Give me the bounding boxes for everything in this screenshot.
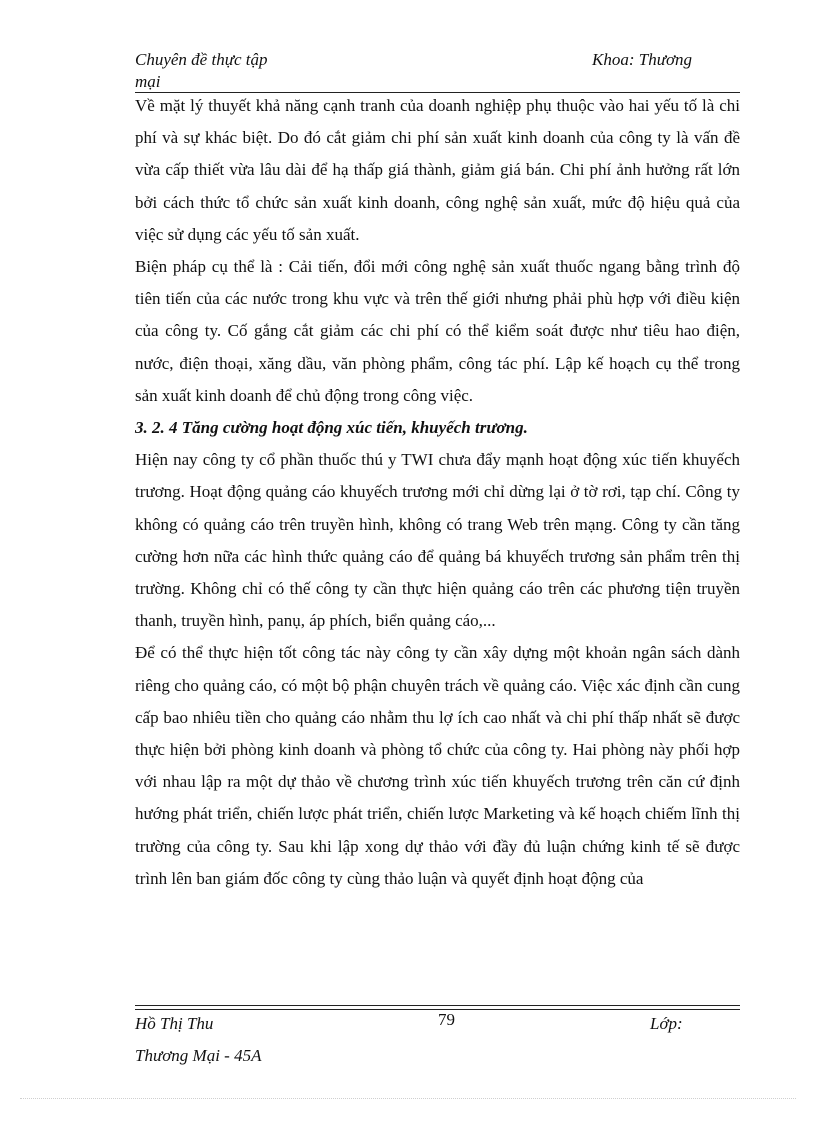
- paragraph-1: Về mặt lý thuyết khả năng cạnh tranh của doanh nghiệp phụ thuộc vào hai yếu tố là chi phí và sự khác biệt. Do đó cắt giảm chi phí sản xuất kinh doanh của công ty là vấn đề vừa cấp thiết vừa lâu dài để hạ thấp giá thành, giảm giá bán. Chi phí ảnh hưởng rất lớn bởi cách thức tổ chức sản xuất kinh doanh, công nghệ sản xuất, mức độ hiệu quả của việc sử dụng các yếu tố sản xuất.: [135, 96, 740, 244]
- header-right: Khoa: Thương: [592, 50, 693, 69]
- header-left-line1: Chuyên đề thực tập: [135, 50, 268, 69]
- footer-rule-top: [135, 1005, 740, 1006]
- paragraph-4: Để có thể thực hiện tốt công tác này công ty cần xây dựng một khoản ngân sách dành riêng cho quảng cáo, có một bộ phận chuyên trách về quảng cáo. Việc xác định cần cung cấp bao nhiêu tiền cho quảng cáo nhằm thu lợ ích cao nhất và chi phí thấp nhất sẽ được thực hiện bởi phòng kinh doanh và phòng tổ chức của công ty. Hai phòng này phối hợp với nhau lập ra một dự thảo về chương trình xúc tiến khuyếch trương trên căn cứ định hướng phát triển, chiến lược phát triển, chiến lược Marketing và kế hoạch chiếm lĩnh thị trường của công ty. Sau khi lập xong dự thảo với đầy đủ luận chứng kinh tế sẽ được trình lên ban giám đốc công ty cùng thảo luận và quyết định hoạt động của: [135, 643, 740, 888]
- page-edge-divider: [20, 1098, 796, 1099]
- document-body: [135, 90, 740, 895]
- paragraph-2: Biện pháp cụ thể là : Cải tiến, đổi mới công nghệ sản xuất thuốc ngang bằng trình độ tiên tiến của các nước trong khu vực và trên thế giới nhưng phải phù hợp với điều kiện của công ty. Cố gắng cắt giảm các chi phí có thể kiểm soát được như tiêu hao điện, nước, điện thoại, xăng dầu, văn phòng phẩm, công tác phí. Lập kế hoạch cụ thể trong sản xuất kinh doanh để chủ động trong công việc.: [135, 257, 740, 405]
- section-heading: 3. 2. 4 Tăng cường hoạt động xúc tiến, khuyếch trương.: [135, 418, 528, 438]
- footer-class-label: Lớp:: [650, 1014, 683, 1033]
- header-left-line2: mại: [135, 72, 161, 91]
- page-number: 79: [438, 1010, 455, 1029]
- footer-author: Hồ Thị Thu: [135, 1014, 214, 1033]
- paragraph-3: Hiện nay công ty cổ phần thuốc thú y TWI chưa đẩy mạnh hoạt động xúc tiến khuyếch trương. Hoạt động quảng cáo khuyếch trương mới chỉ dừng lại ở tờ rơi, tạp chí. Công ty không có quảng cáo trên truyền hình, không có trang Web trên mạng. Công ty cần tăng cường hơn nữa các hình thức quảng cáo để quảng bá khuyếch trương sản phẩm trên thị trường. Không chỉ có thế công ty cần thực hiện quảng cáo trên các phương tiện truyền thanh, truyền hình, panụ, áp phích, biển quảng cáo,...: [135, 450, 740, 631]
- footer-class-value: Thương Mại - 45A: [135, 1046, 262, 1065]
